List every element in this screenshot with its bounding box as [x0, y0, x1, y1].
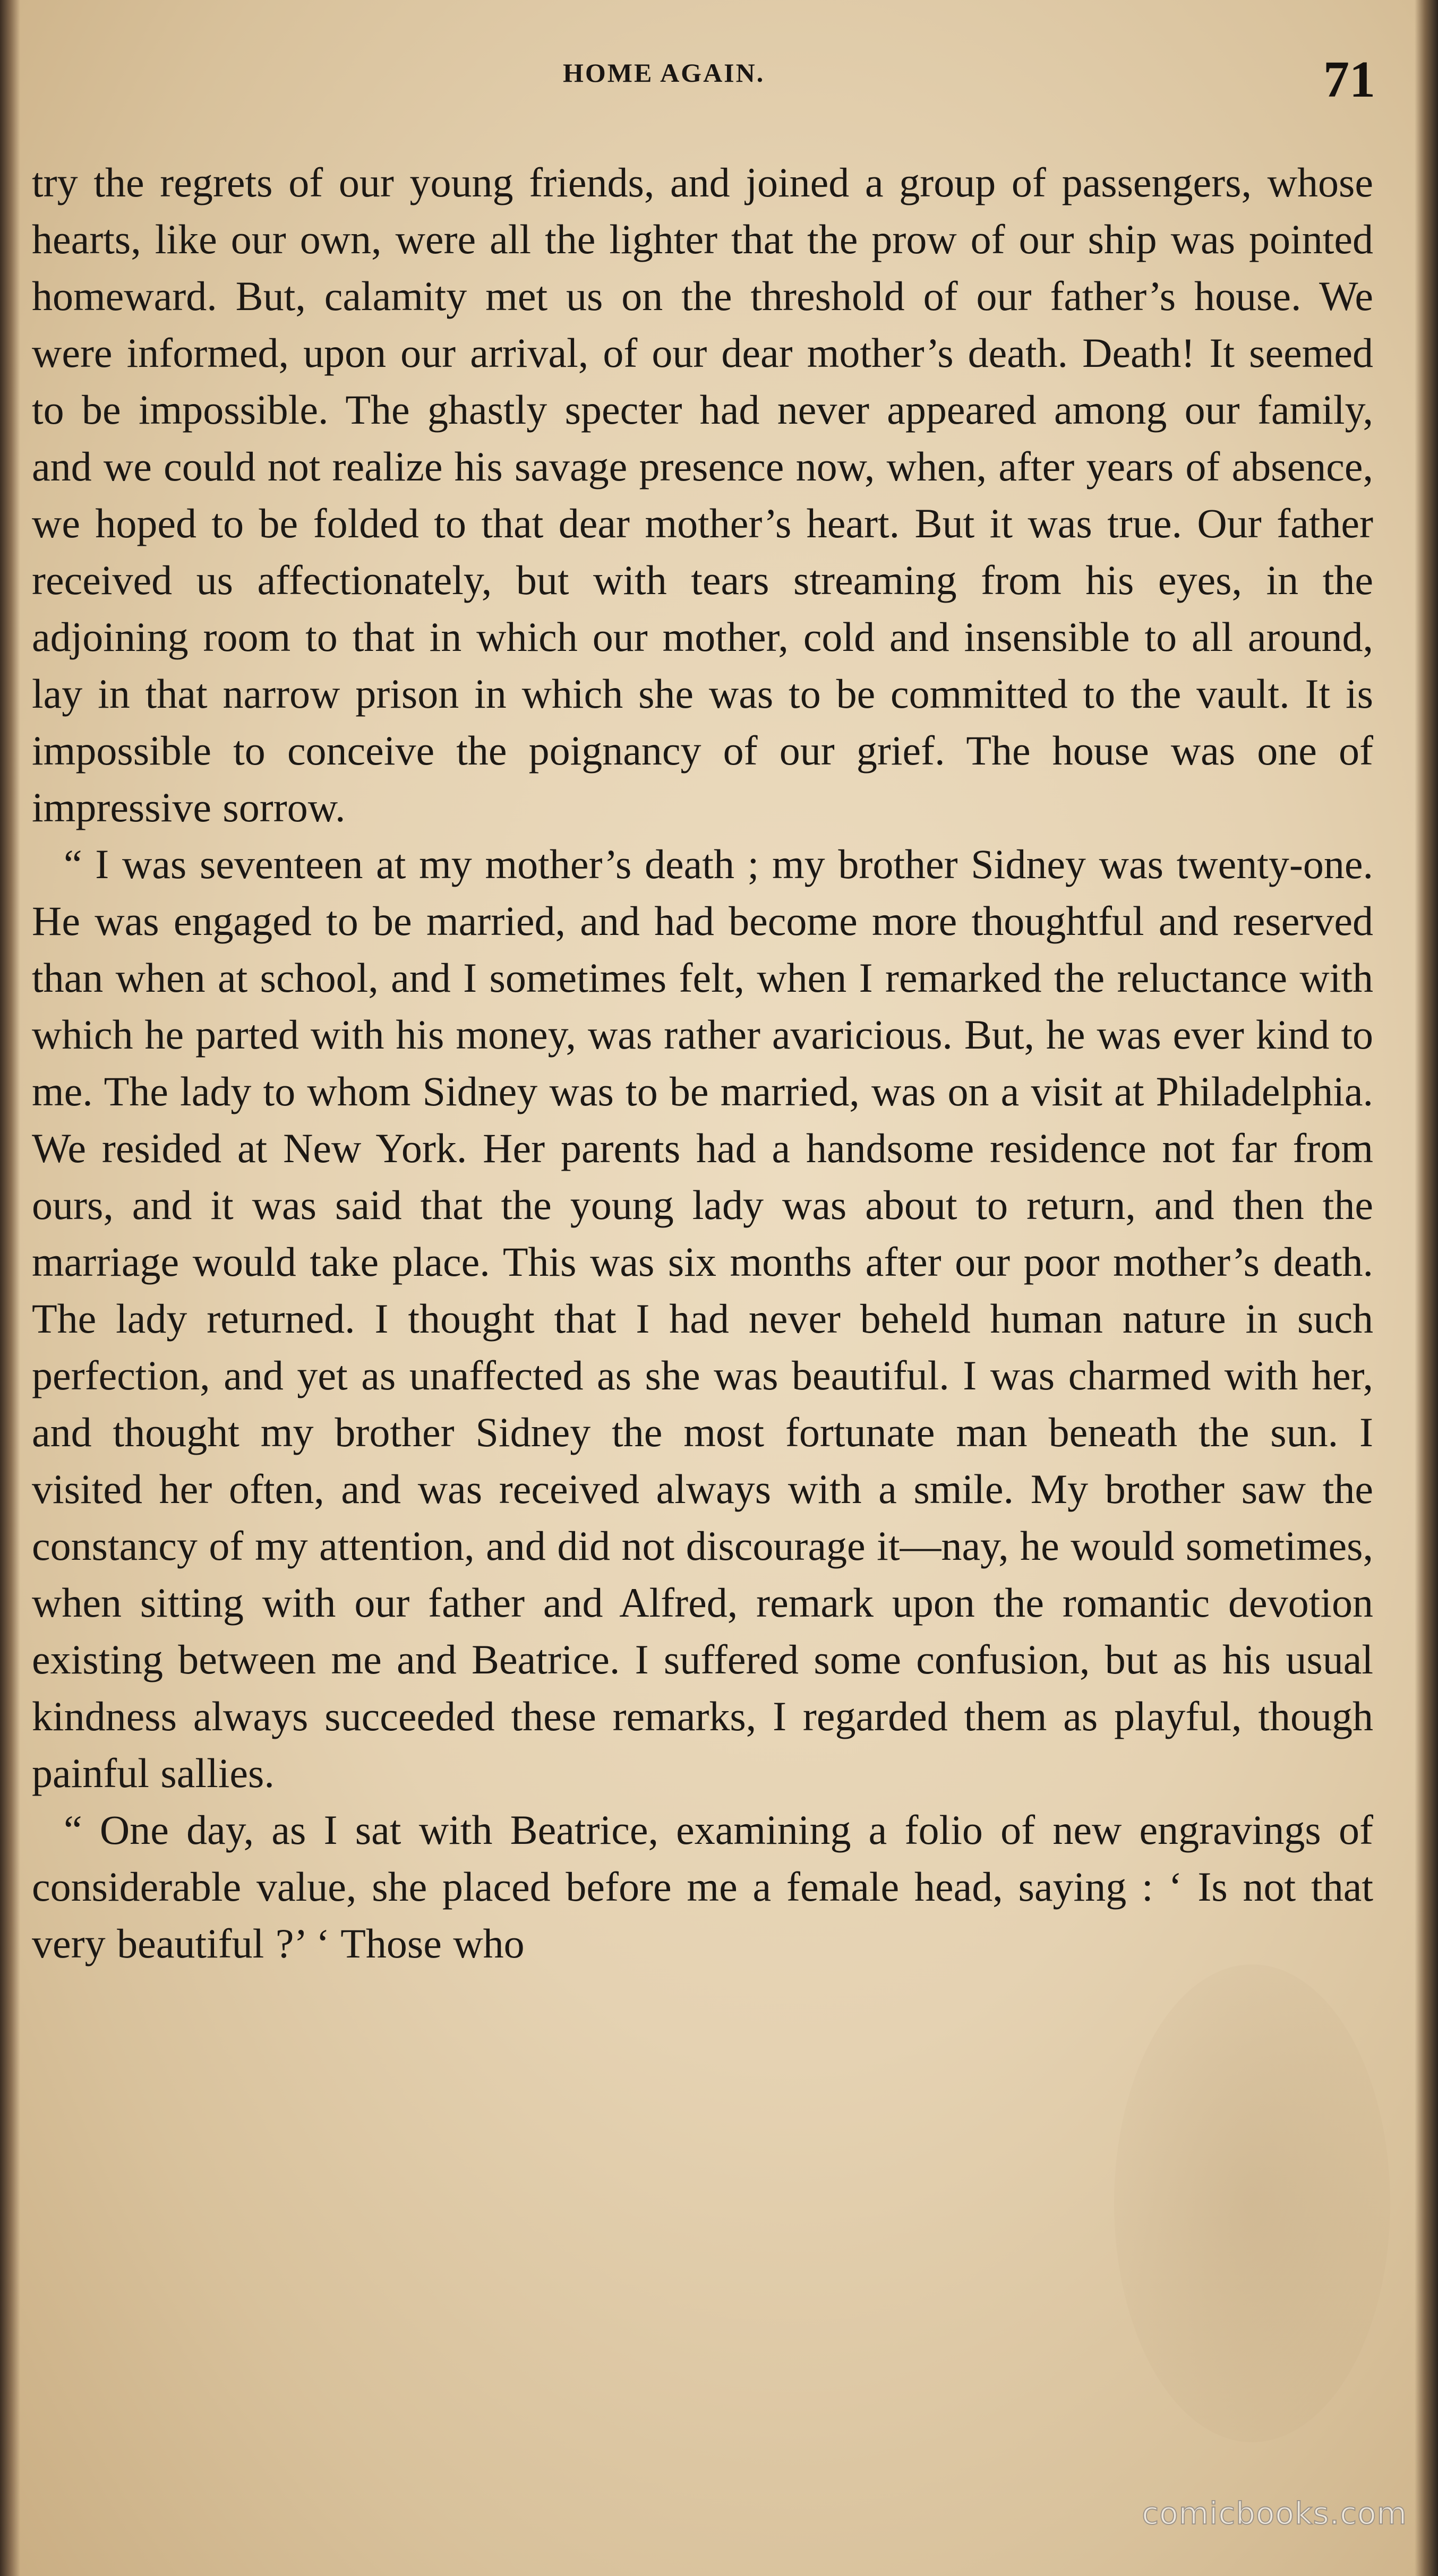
site-watermark: comicbooks.com: [1142, 2495, 1407, 2531]
running-header: [0, 51, 1438, 110]
paragraph: “ I was seventeen at my mother’s death ; my brother Sidney was twenty-one. He was engaged to be married, and had become more thoughtful and reserved than when at school, and I sometimes felt, when I remarked the reluctance with which he parted with his money, was rather avaricious. But, he was ever kind to me. The lady to whom Sidney was to be married, was on a visit at Philadelphia. We resided at New York. Her parents had a handsome residence not far from ours, and it was said that the young lady was about to return, and then the marriage would take place. This was six months after our poor mother’s death. The lady returned. I thought that I had never beheld human nature in such perfection, and yet as unaffected as she was beautiful. I was charmed with her, and thought my brother Sidney the most fortunate man beneath the sun. I visited her often, and was received always with a smile. My brother saw the constancy of my attention, and did not discourage it—nay, he would sometimes, when sitting with our father and Alfred, remark upon the romantic devotion existing between me and Beatrice. I suffered some confusion, but as his usual kindness always succeeded these remarks, I regarded them as playful, though painful sallies.: [32, 841, 1373, 1796]
page-right-edge-shadow: [1415, 0, 1438, 2576]
page-left-edge-shadow: [0, 0, 20, 2576]
paragraph: try the regrets of our young friends, and joined a group of passengers, whose hearts, like our own, were all the lighter that the prow of our ship was pointed homeward. But, calamity met us on the threshold of our father’s house. We were informed, upon our arrival, of our dear mother’s death. Death! It seemed to be impossible. The ghastly specter had never appeared among our family, and we could not realize his savage presence now, when, after years of absence, we hoped to be folded to that dear mother’s heart. But it was true. Our father received us affectionately, but with tears streaming from his eyes, in the adjoining room to that in which our mother, cold and insensible to all around, lay in that narrow prison in which she was to be committed to the vault. It is impossible to conceive the poignancy of our grief. The house was one of impressive sorrow.: [32, 159, 1373, 830]
body-text: [32, 154, 1373, 1972]
running-title: HOME AGAIN.: [563, 58, 765, 88]
paragraph: “ One day, as I sat with Beatrice, examining a folio of new engravings of considerable value, she placed before me a female head, saying : ‘ Is not that very beautiful ?’ ‘ Those who: [32, 1807, 1373, 1967]
paper-stain: [1114, 1964, 1390, 2442]
page-number: 71: [1323, 51, 1375, 108]
